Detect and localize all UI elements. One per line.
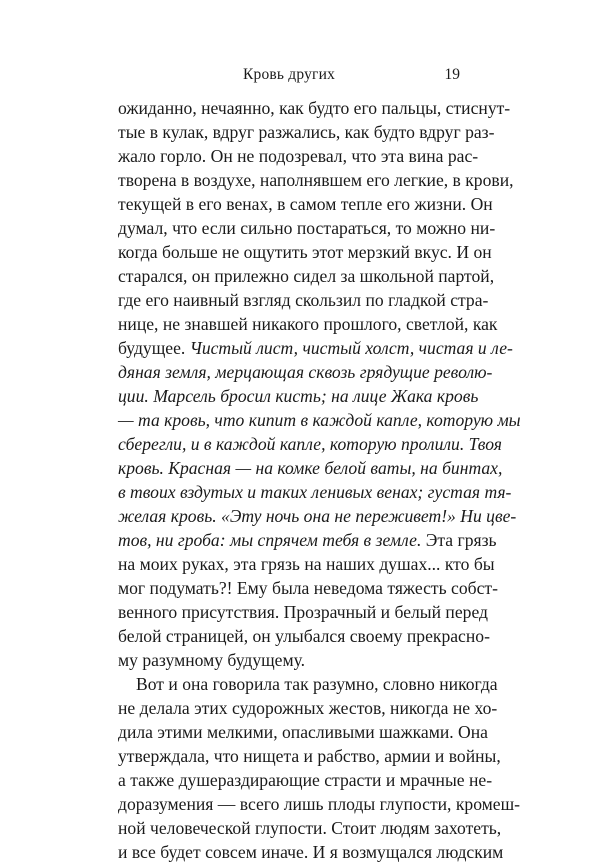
text-line: [118, 144, 479, 168]
text-line: [118, 672, 498, 696]
text-line: [118, 768, 493, 792]
text-line: [118, 336, 513, 360]
text-line-main: не делала этих судорожных жестов, никогда не хо-: [118, 698, 498, 718]
text-line-main: текущей в его венах, в самом тепле его жизни. Он: [118, 194, 493, 214]
text-line: [118, 408, 521, 432]
text-line-main: тые в кулак, вдруг разжались, как будто вдруг раз-: [118, 122, 495, 142]
text-line: [118, 840, 504, 864]
text-line-main: жало горло. Он не подозревал, что эта вина рас-: [118, 146, 479, 166]
text-line-main: будущее.: [118, 338, 186, 358]
text-line-main: сберегли, и в каждой капле, которую пролили. Твоя: [118, 434, 502, 454]
text-line-main: старался, он прилежно сидел за школьной партой,: [118, 266, 495, 286]
text-line-main: дяная земля, мерцающая сквозь грядущие револю-: [118, 362, 493, 382]
text-line: [118, 312, 498, 336]
text-line: [118, 696, 498, 720]
text-line-main: утверждала, что нищета и рабство, армии и войны,: [118, 746, 501, 766]
text-line: [118, 96, 511, 120]
text-line: [118, 528, 497, 552]
text-line-main: му разумному будущему.: [118, 650, 306, 670]
text-line-main: нице, не знавшей никакого прошлого, светлой, как: [118, 314, 498, 334]
text-line: [118, 720, 488, 744]
text-line-main: творена в воздухе, наполнявшем его легкие, в крови,: [118, 170, 514, 190]
text-line: [118, 192, 493, 216]
text-line-main: желая кровь. «Эту ночь она не переживет!» Ни цве-: [118, 506, 517, 526]
text-line-roman-tail: Эта грязь: [421, 530, 497, 550]
text-line: [118, 288, 489, 312]
text-line: [118, 792, 521, 816]
text-line: [118, 504, 517, 528]
text-line: [118, 624, 490, 648]
running-title: Кровь других: [242, 66, 336, 83]
text-line-main: дила этими мелкими, опасливыми шажками. Она: [118, 722, 488, 742]
text-line: [118, 264, 495, 288]
text-line-main: ции. Марсель бросил кисть; на лице Жака кровь: [118, 386, 479, 406]
text-line-main: когда больше не ощутить этот мерзкий вкус. И он: [118, 242, 492, 262]
text-line: [118, 576, 498, 600]
text-line-main: в твоих вздутых и таких ленивых венах; густая тя-: [118, 482, 512, 502]
text-line-main: где его наивный взгляд скользил по гладкой стра-: [118, 290, 489, 310]
text-line: [118, 744, 501, 768]
text-line-main: тов, ни гроба: мы спрячем тебя в земле.: [118, 530, 422, 550]
text-line: [118, 360, 493, 384]
text-line-main: доразумения — всего лишь плоды глупости, кромеш-: [118, 794, 521, 814]
text-line-main: — та кровь, что кипит в каждой капле, которую мы: [118, 410, 521, 430]
text-line: [118, 120, 495, 144]
page-header: [118, 66, 460, 90]
text-line: [118, 480, 512, 504]
text-line-main: и все будет совсем иначе. И я возмущался людским: [118, 842, 504, 862]
body-text: [118, 96, 521, 864]
text-line-italic-tail: Чистый лист, чистый холст, чистая и ле-: [185, 338, 513, 358]
text-line: [118, 384, 479, 408]
text-line: [118, 216, 496, 240]
text-line-main: ной человеческой глупости. Стоит людям захотеть,: [118, 818, 502, 838]
text-line: [118, 648, 460, 672]
text-line: [118, 552, 495, 576]
text-line-main: на моих руках, эта грязь на наших душах... кто бы: [118, 554, 495, 574]
text-line-main: Вот и она говорила так разумно, словно никогда: [136, 674, 498, 694]
page-number: 19: [444, 66, 460, 83]
text-line: [118, 600, 488, 624]
text-line-main: ожиданно, нечаянно, как будто его пальцы, стиснут-: [118, 98, 511, 118]
text-line-main: а также душераздирающие страсти и мрачные не-: [118, 770, 493, 790]
text-line-main: мог подумать?! Ему была неведома тяжесть собст-: [118, 578, 498, 598]
text-line-main: думал, что если сильно постараться, то можно ни-: [118, 218, 496, 238]
text-line: [118, 816, 502, 840]
text-line-main: кровь. Красная — на комке белой ваты, на бинтах,: [118, 458, 503, 478]
text-line-main: белой страницей, он улыбался своему прекрасно-: [118, 626, 490, 646]
text-line: [118, 168, 514, 192]
text-line: [118, 240, 492, 264]
text-line-main: венного присутствия. Прозрачный и белый перед: [118, 602, 488, 622]
text-line: [118, 456, 503, 480]
text-line: [118, 432, 502, 456]
